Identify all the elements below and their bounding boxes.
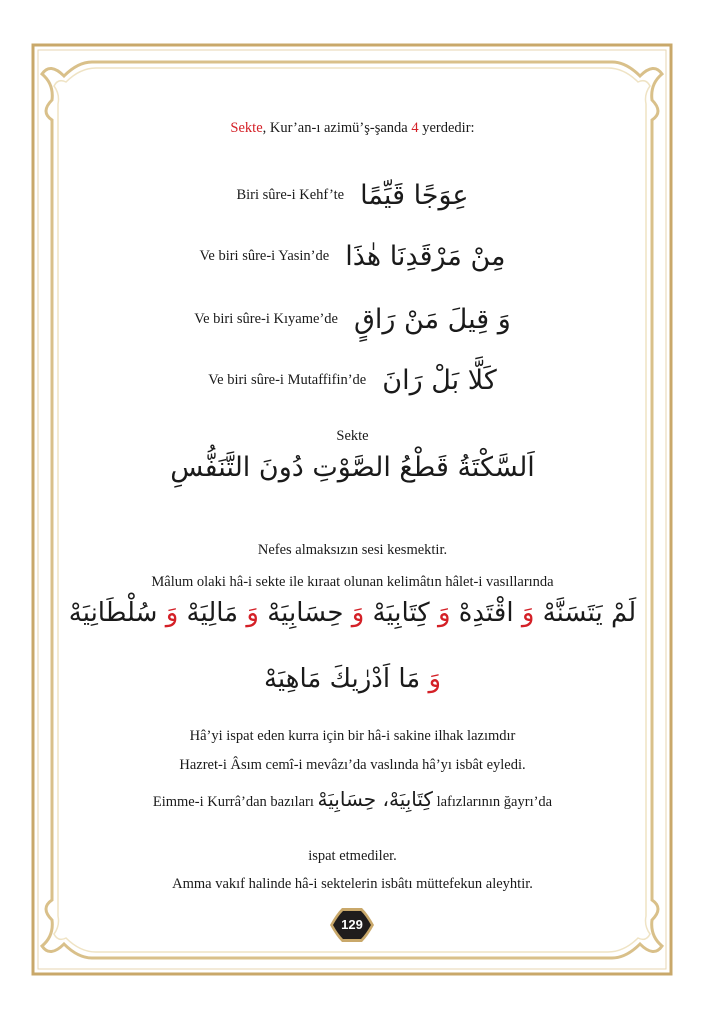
intro-line: [0, 120, 705, 137]
conj-waw: وَ: [246, 598, 259, 628]
conj-waw: وَ: [165, 598, 179, 628]
page-number-badge: [328, 906, 376, 944]
example-kiyame: [0, 304, 705, 335]
words-line-1: [0, 598, 705, 628]
word-lam-yatasannah: لَمْ يَتَسَنَّهْ: [542, 598, 637, 628]
intro-text: , Kur’an-ı azimü’ş-şanda: [262, 120, 412, 136]
example-label: Biri sûre-i Kehf’te: [236, 187, 345, 203]
paragraph-line-5: Amma vakıf halinde hâ-i sektelerin isbâtı müttefekun aleyhtir.: [172, 876, 533, 892]
paragraph-3-end: lafızlarının ğayrı’da: [436, 794, 553, 810]
example-kehf: [0, 180, 705, 211]
conj-waw: وَ: [351, 598, 365, 628]
conj-waw: وَ: [521, 598, 535, 628]
conj-waw: وَ: [437, 598, 451, 628]
paragraph-line-3: [0, 787, 705, 811]
definition-arabic: اَلسَّكْتَةُ قَطْعُ الصَّوْتِ دُونَ التَّنَفُّسِ: [170, 452, 535, 483]
word-ma-adraka-mahiyah: مَا اَدْرٰيكَ مَاهِيَهْ: [263, 664, 421, 694]
words-arabic-row: [69, 598, 636, 628]
definition-meaning: Nefes almaksızın sesi kesmektir.: [257, 542, 448, 558]
example-arabic: مِنْ مَرْقَدِنَا هٰذَا: [345, 241, 506, 272]
paragraph-line-1: Hâ’yi ispat eden kurra için bir hâ-i sakine ilhak lazımdır: [189, 728, 516, 744]
example-label: Ve biri sûre-i Yasin’de: [199, 248, 330, 264]
example-arabic: وَ قِيلَ مَنْ رَاقٍ: [353, 304, 511, 335]
word-sultaniyah: سُلْطَانِيَهْ: [68, 598, 158, 628]
example-arabic: عِوَجًا قَيِّمًا: [360, 180, 469, 211]
page-number: 129: [341, 917, 363, 932]
paragraph-line-2: Hazret-i Âsım cemî-i mevâzı’da vaslında hâ’yı isbât eyledi.: [179, 757, 526, 773]
intro-end: yerdedir:: [418, 120, 475, 136]
sekte-count: 4: [411, 120, 419, 136]
example-arabic: كَلَّا بَلْ رَانَ: [382, 365, 497, 396]
words-arabic-row: [264, 664, 441, 694]
word-hisabiyah: حِسَابِيَهْ: [267, 598, 344, 628]
example-mutaffifin: [0, 365, 705, 396]
paragraph-3-start: Eimme-i Kurrâ’dan bazıları: [152, 794, 314, 810]
paragraph-line-4: ispat etmediler.: [308, 848, 397, 864]
paragraph-3-arabic: كِتَابِيَهْ، حِسَابِيَهْ: [317, 787, 433, 811]
definition-heading: Sekte: [336, 428, 369, 444]
example-label: Ve biri sûre-i Kıyame’de: [194, 311, 338, 327]
example-label: Ve biri sûre-i Mutaffifin’de: [208, 372, 367, 388]
word-kitabiyah: كِتَابِيَهْ: [372, 598, 430, 628]
definition-note: Mâlum olaki hâ-i sekte ile kıraat olunan kelimâtın hâlet-i vasıllarında: [151, 574, 554, 590]
sekte-term: Sekte: [230, 120, 263, 136]
conj-waw: وَ: [428, 664, 442, 694]
word-maliyah: مَالِيَهْ: [186, 598, 239, 628]
words-line-2: [0, 664, 705, 694]
word-iqtadih: اقْتَدِهْ: [458, 598, 514, 628]
example-yasin: [0, 241, 705, 272]
